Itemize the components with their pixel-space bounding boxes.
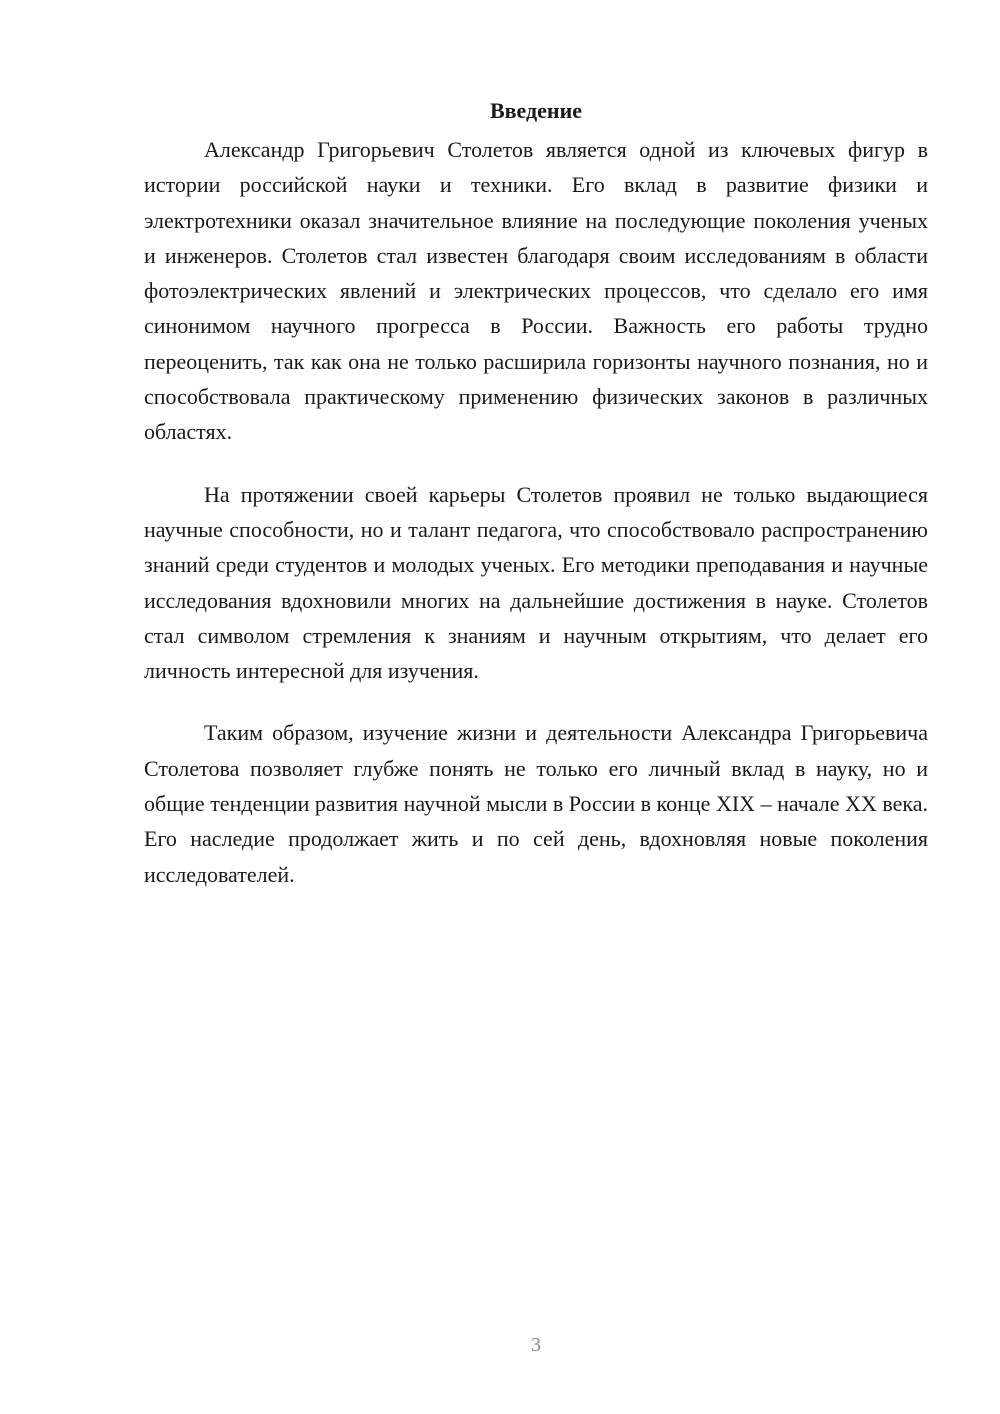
paragraph-3: Таким образом, изучение жизни и деятельности Александра Григорьевича Столетова позволяет глубже понять не только его личный вклад в науку, но и общие тенденции развития научной мысли в России в конце XIX – начале XX века. Его наследие продолжает жить и по сей день, вдохновляя новые поколения исследователей. [144,720,928,887]
page-content [144,92,928,919]
section-title: Введение [489,98,583,123]
page-number: 3 [531,1334,541,1356]
paragraph-2: На протяжении своей карьеры Столетов проявил не только выдающиеся научные способности, но и талант педагога, что способствовало распространению знаний среди студентов и молодых ученых. Его методики преподавания и научные исследования вдохновили многих на дальнейшие достижения в науке. Столетов стал символом стремления к знаниям и научным открытиям, что делает его личность интересной для изучения. [144,481,928,684]
paragraph-1: Александр Григорьевич Столетов является одной из ключевых фигур в истории российской науки и техники. Его вклад в развитие физики и электротехники оказал значительное влияние на последующие поколения ученых и инженеров. Столетов стал известен благодаря своим исследованиям в области фотоэлектрических явлений и электрических процессов, что сделало его имя синонимом научного прогресса в России. Важность его работы трудно переоценить, так как она не только расширила горизонты научного познания, но и способствовала практическому применению физических законов в различных областях. [144,137,928,445]
